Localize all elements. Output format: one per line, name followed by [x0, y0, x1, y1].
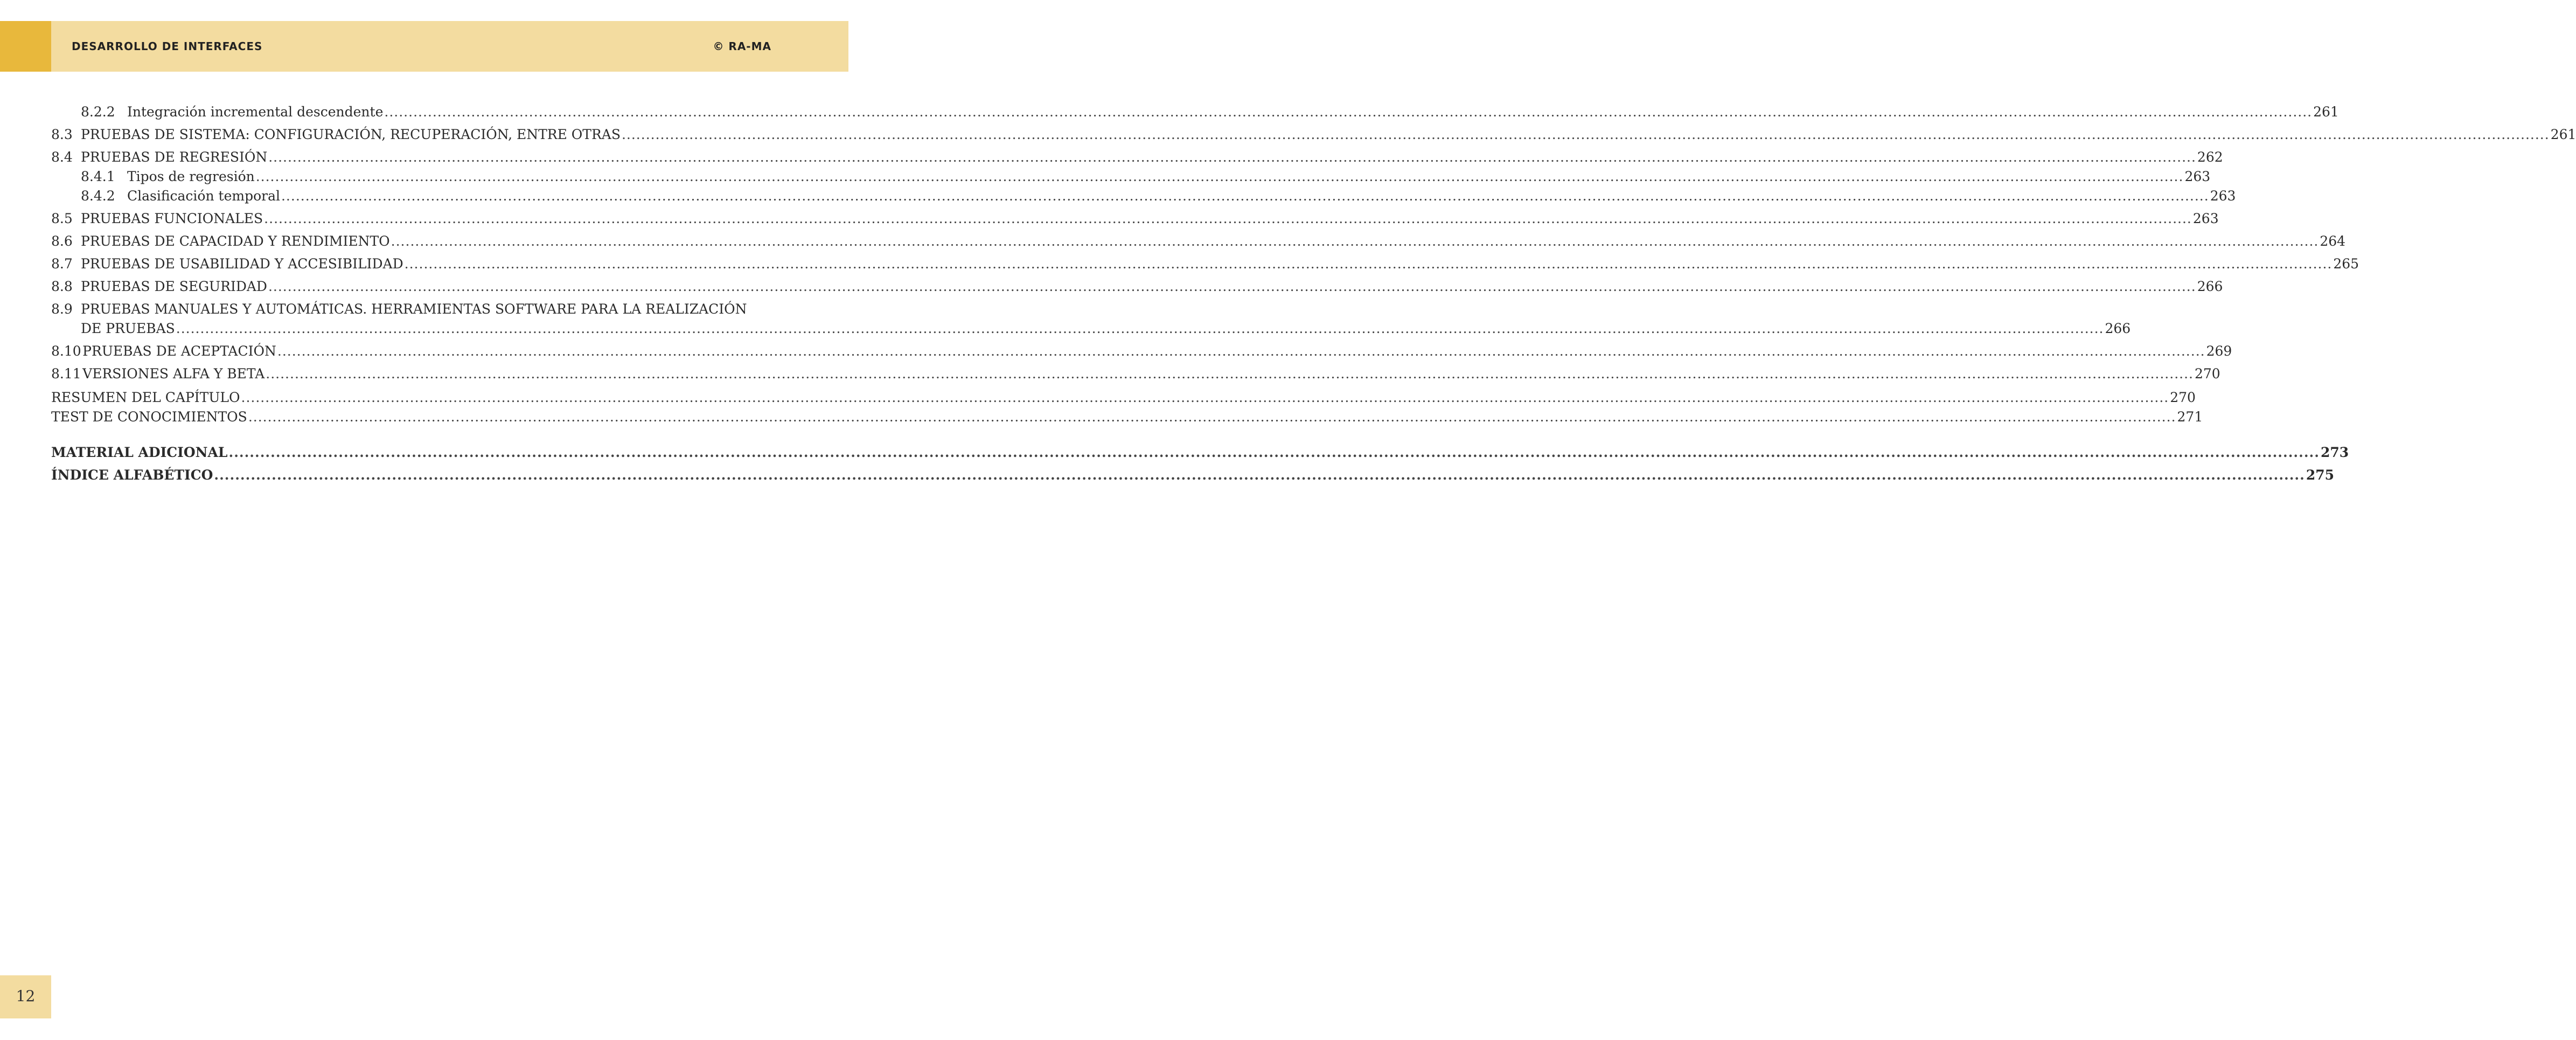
toc-leader: ................................................................................................................................................................................................................................................................................................................................................................................................................ [277, 343, 2205, 359]
toc-page: 263 [2192, 211, 2219, 226]
toc-number: 8.3 [51, 127, 73, 142]
toc-entry[interactable] [51, 167, 2211, 186]
page-number: 12 [16, 987, 36, 1005]
page-header [0, 21, 848, 72]
toc-entry[interactable] [51, 274, 2223, 296]
toc-number-title [51, 342, 276, 361]
toc-page: 266 [2105, 321, 2131, 336]
toc-leader: ................................................................................................................................................................................................................................................................................................................................................................................................................ [241, 390, 2169, 405]
toc-leader: ................................................................................................................................................................................................................................................................................................................................................................................................................ [264, 211, 2192, 226]
toc-title: PRUEBAS DE SEGURIDAD [81, 279, 267, 294]
toc-entry[interactable] [51, 228, 2346, 251]
publisher-copyright: © RA-MA [713, 40, 771, 53]
page-number-tab [0, 975, 51, 1018]
toc-leader: ................................................................................................................................................................................................................................................................................................................................................................................................................ [384, 104, 2313, 120]
toc-entry[interactable] [51, 251, 2359, 274]
toc-number: 8.4.1 [81, 169, 115, 184]
toc-title-line1: PRUEBAS MANUALES Y AUTOMÁTICAS. HERRAMIENTAS SOFTWARE PARA LA REALIZACIÓN [81, 301, 747, 317]
toc-title: PRUEBAS DE ACEPTACIÓN [82, 343, 276, 359]
toc-page: 261 [2550, 127, 2576, 142]
toc-entry[interactable] [51, 206, 2219, 228]
toc-title: Tipos de regresión [127, 169, 255, 184]
toc-leader: ................................................................................................................................................................................................................................................................................................................................................................................................................ [391, 233, 2319, 249]
toc-title: PRUEBAS DE CAPACIDAD Y RENDIMIENTO [81, 233, 390, 249]
toc-leader: ................................................................................................................................................................................................................................................................................................................................................................................................................ [176, 321, 2104, 336]
toc-title: TEST DE CONOCIMIENTOS [51, 409, 247, 425]
toc-number: 8.11 [51, 366, 81, 382]
toc-entry[interactable] [51, 122, 2576, 144]
toc-page: 270 [2194, 366, 2220, 382]
toc-page: 263 [2210, 188, 2236, 204]
toc-page: 262 [2197, 149, 2223, 165]
toc-page: 263 [2184, 169, 2211, 184]
toc-leader: ................................................................................................................................................................................................................................................................................................................................................................................................................ [255, 169, 2184, 184]
toc-entry-major[interactable] [51, 443, 2349, 462]
toc-number: 8.8 [51, 279, 73, 294]
toc-leader: ................................................................................................................................................................................................................................................................................................................................................................................................................ [228, 445, 2320, 460]
toc-title: PRUEBAS DE USABILIDAD Y ACCESIBILIDAD [81, 256, 403, 272]
table-of-contents [51, 102, 2576, 485]
toc-title: Integración incremental descendente [127, 104, 384, 120]
toc-number: 8.7 [51, 256, 73, 272]
toc-page: 273 [2320, 445, 2349, 460]
toc-title: ÍNDICE ALFABÉTICO [51, 467, 213, 483]
toc-title: PRUEBAS DE REGRESIÓN [81, 149, 268, 165]
toc-page: 266 [2197, 279, 2223, 294]
toc-entry[interactable] [51, 102, 2339, 122]
toc-number: 8.9 [51, 301, 73, 317]
toc-leader: ................................................................................................................................................................................................................................................................................................................................................................................................................ [404, 256, 2333, 272]
toc-page: 261 [2313, 104, 2339, 120]
toc-entry[interactable] [51, 186, 2236, 206]
toc-title: PRUEBAS DE SISTEMA: CONFIGURACIÓN, RECUPERACIÓN, ENTRE OTRAS [81, 127, 621, 142]
toc-leader: ................................................................................................................................................................................................................................................................................................................................................................................................................ [268, 149, 2196, 165]
toc-page: 269 [2206, 343, 2232, 359]
toc-title: MATERIAL ADICIONAL [51, 445, 228, 460]
toc-number: 8.10 [51, 343, 81, 359]
toc-title: VERSIONES ALFA Y BETA [82, 366, 265, 382]
toc-title: Clasificación temporal [127, 188, 280, 204]
header-color-tab [0, 21, 51, 72]
toc-entry[interactable] [51, 388, 2196, 407]
toc-entry[interactable] [51, 144, 2223, 167]
toc-number: 8.5 [51, 211, 73, 226]
toc-number-title [51, 364, 264, 384]
toc-number: 8.2.2 [81, 104, 115, 120]
toc-page: 271 [2177, 409, 2203, 425]
toc-entry-multiline[interactable] [51, 300, 2131, 338]
toc-page: 275 [2306, 467, 2335, 483]
toc-entry[interactable] [51, 361, 2220, 384]
toc-leader: ................................................................................................................................................................................................................................................................................................................................................................................................................ [621, 127, 2550, 142]
toc-number: 8.6 [51, 233, 73, 249]
toc-leader: ................................................................................................................................................................................................................................................................................................................................................................................................................ [248, 409, 2176, 425]
toc-leader: ................................................................................................................................................................................................................................................................................................................................................................................................................ [268, 279, 2196, 294]
toc-page: 265 [2333, 256, 2359, 272]
toc-entry-major[interactable] [51, 462, 2335, 485]
toc-number: 8.4.2 [81, 188, 115, 204]
toc-number: 8.4 [51, 149, 73, 165]
toc-leader: ................................................................................................................................................................................................................................................................................................................................................................................................................ [266, 366, 2194, 382]
book-title: DESARROLLO DE INTERFACES [72, 40, 263, 53]
toc-title-line2: DE PRUEBAS [81, 321, 175, 336]
toc-page: 270 [2170, 390, 2196, 405]
toc-title: RESUMEN DEL CAPÍTULO [51, 390, 240, 405]
toc-leader: ................................................................................................................................................................................................................................................................................................................................................................................................................ [281, 188, 2209, 204]
toc-entry[interactable] [51, 407, 2203, 427]
toc-entry[interactable] [51, 338, 2232, 361]
toc-title: PRUEBAS FUNCIONALES [81, 211, 263, 226]
toc-page: 264 [2320, 233, 2346, 249]
toc-leader: ................................................................................................................................................................................................................................................................................................................................................................................................................ [214, 467, 2305, 483]
